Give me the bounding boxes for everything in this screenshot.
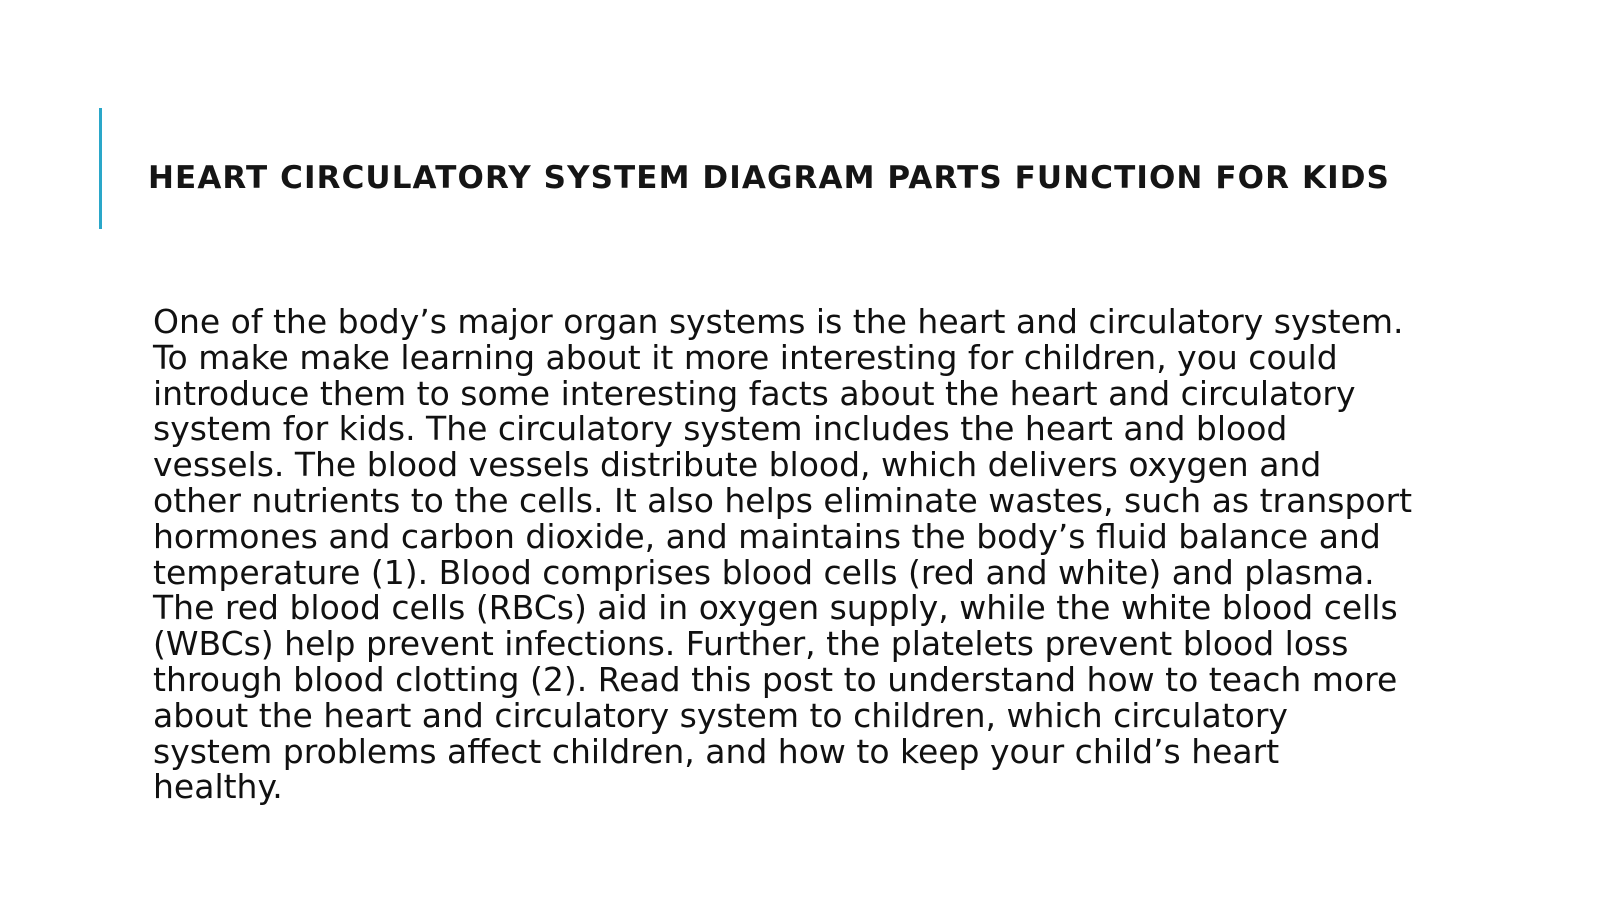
slide-body-paragraph: One of the body’s major organ systems is the heart and circulatory system. To make make learning about it more interesting for children, you could introduce them to some interesting facts about the heart and circulatory system for kids. The circulatory system includes the heart and blood vessels. The blood vessels distribute blood, which delivers oxygen and other nutrients to the cells. It also helps eliminate wastes, such as transport hormones and carbon dioxide, and maintains the body’s fluid balance and temperature (1). Blood comprises blood cells (red and white) and plasma. The red blood cells (RBCs) aid in oxygen supply, while the white blood cells (WBCs) help prevent infections. Further, the platelets prevent blood loss through blood clotting (2). Read this post to understand how to teach more about the heart and circulatory system to children, which circulatory system problems affect children, and how to keep your child’s heart healthy.	[153, 302, 1413, 807]
slide-title: HEART CIRCULATORY SYSTEM DIAGRAM PARTS FUNCTION FOR KIDS	[148, 160, 1390, 196]
title-accent-bar	[99, 108, 102, 229]
